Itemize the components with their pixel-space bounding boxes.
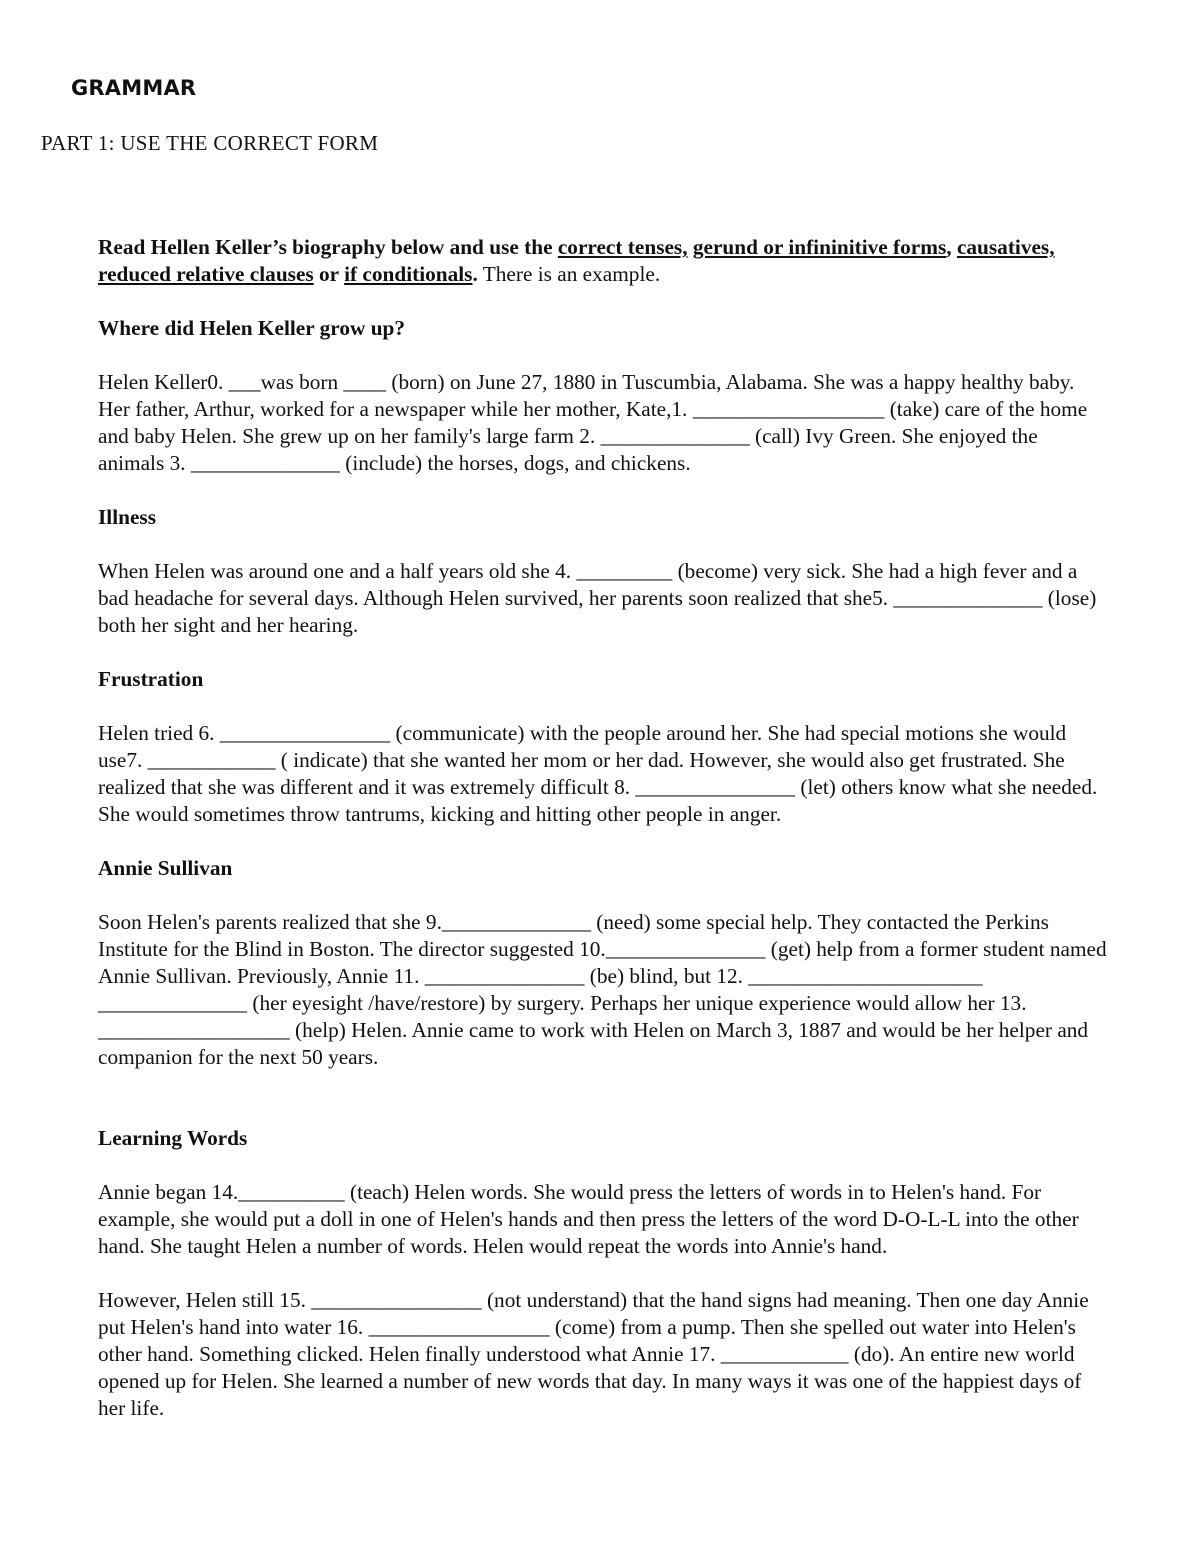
section-heading-learning-words: Learning Words xyxy=(98,1126,248,1150)
part-title: PART 1: USE THE CORRECT FORM xyxy=(41,131,379,155)
instructions-term-causatives: causatives, xyxy=(956,235,1055,259)
section-heading-childhood: Where did Helen Keller grow up? xyxy=(98,316,406,340)
instructions-lead: Read Hellen Keller’s biography below and use the xyxy=(98,235,558,259)
instructions-term-conditionals: if conditionals xyxy=(344,262,473,286)
section-paragraph-frustration: Helen tried 6. ________________ (communicate) with the people around her. She had special motions she would use7. ____________ ( indicate) that she wanted her mom or her dad. However, she would also get frustrated. She realized that she was different and it was extremely difficult 8. _______________ (let) others know what she needed. She would sometimes throw tantrums, kicking and hitting other people in anger. xyxy=(98,721,1098,826)
section-paragraph-learning-words-1: Annie began 14.__________ (teach) Helen words. She would press the letters of words in to Helen's hand. For example, she would put a doll in one of Helen's hands and then press the letters of the word D-O-L-L into the other hand. She taught Helen a number of words. Helen would repeat the words into Annie's hand. xyxy=(98,1180,1079,1258)
instructions xyxy=(98,234,1108,288)
instructions-term-tenses: correct tenses, xyxy=(557,235,688,259)
section-paragraph-learning-words-2: However, Helen still 15. ________________ (not understand) that the hand signs had meaning. Then one day Annie put Helen's hand into water 16. _________________ (come) from a pump. Then she spelled out water into Helen's other hand. Something clicked. Helen finally understood what Annie 17. ____________ (do). An entire new world opened up for Helen. She learned a number of new words that day. In many ways it was one of the happiest days of her life. xyxy=(98,1288,1089,1420)
worksheet-content xyxy=(98,234,1108,1449)
document-title: GRAMMAR xyxy=(71,76,197,100)
section-heading-annie-sullivan: Annie Sullivan xyxy=(98,856,233,880)
instructions-separator: or xyxy=(313,262,345,286)
instructions-term-gerund: gerund or infininitive forms xyxy=(692,235,947,259)
section-heading-frustration: Frustration xyxy=(98,667,204,691)
instructions-separator: , xyxy=(946,235,957,259)
instructions-tail: There is an example. xyxy=(477,262,661,286)
section-paragraph-illness: When Helen was around one and a half years old she 4. _________ (become) very sick. She had a high fever and a bad headache for several days. Although Helen survived, her parents soon realized that she5. ______________ (lose) both her sight and her hearing. xyxy=(98,559,1097,637)
section-heading-illness: Illness xyxy=(98,505,156,529)
instructions-separator: . xyxy=(472,262,478,286)
section-paragraph-childhood: Helen Keller0. ___was born ____ (born) on June 27, 1880 in Tuscumbia, Alabama. She was a happy healthy baby. Her father, Arthur, worked for a newspaper while her mother, Kate,1. __________________ (take) care of the home and baby Helen. She grew up on her family's large farm 2. ______________ (call) Ivy Green. She enjoyed the animals 3. ______________ (include) the horses, dogs, and chickens. xyxy=(98,370,1088,475)
section-paragraph-annie-sullivan: Soon Helen's parents realized that she 9.______________ (need) some special help. They contacted the Perkins Institute for the Blind in Boston. The director suggested 10._______________ (get) help from a former student named Annie Sullivan. Previously, Annie 11. _______________ (be) blind, but 12. ______________________ ______________ (her eyesight /have/restore) by surgery. Perhaps her unique experience would allow her 13. __________________ (help) Helen. Annie came to work with Helen on March 3, 1887 and would be her helper and companion for the next 50 years. xyxy=(98,910,1107,1069)
instructions-term-reduced-relative: reduced relative clauses xyxy=(98,262,314,286)
